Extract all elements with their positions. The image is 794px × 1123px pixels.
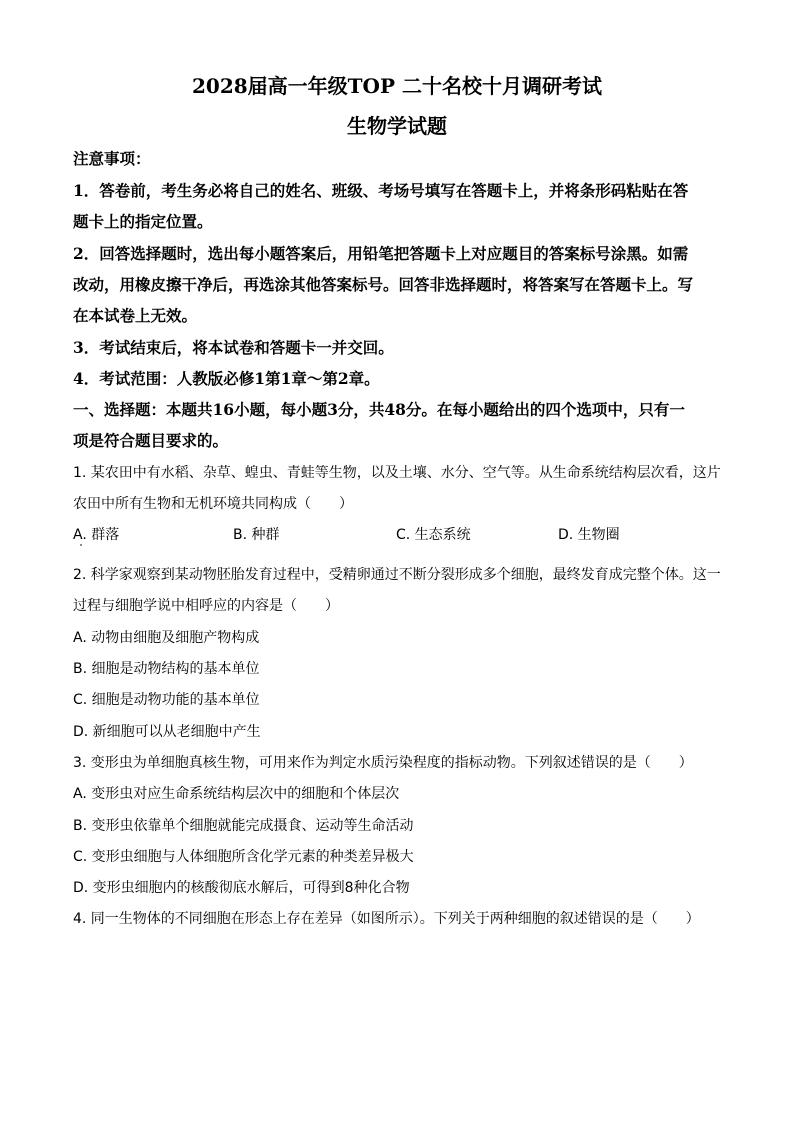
question-3-stem: 3. 变形虫为单细胞真核生物，可用来作为判定水质污染程度的指标动物。下列叙述错误的是（ ） [73,755,693,771]
question-1-options [73,524,723,546]
note-4: 4．考试范围：人教版必修1第1章～第2章。 [73,369,380,388]
question-1-stem-line-2: 农田中所有生物和无机环境共同构成（ ） [73,496,353,512]
question-1-stem-line-1: 1. 某农田中有水稻、杂草、蝗虫、青蛙等生物，以及土壤、水分、空气等。从生命系统结构层次看，这片 [73,465,721,481]
notes-heading: 注意事项： [73,149,151,168]
section-heading-line-1: 一、选择题：本题共16小题，每小题3分，共48分。在每小题给出的四个选项中，只有一 [73,400,685,419]
question-3-option-c[interactable]: C. 变形虫细胞与人体细胞所含化学元素的种类差异极大 [73,849,414,865]
question-4-stem: 4. 同一生物体的不同细胞在形态上存在差异（如图所示）。下列关于两种细胞的叙述错误的是（ ） [73,911,700,927]
question-1-option-a[interactable]: A. 群落 [73,527,120,543]
question-1-option-c[interactable]: C. 生态系统 [396,527,471,543]
note-3: 3．考试结束后，将本试卷和答题卡一并交回。 [73,338,394,357]
exam-title: 2028届高一年级TOP 二十名校十月调研考试 [192,74,602,98]
question-3-option-d[interactable]: D. 变形虫细胞内的核酸彻底水解后，可得到8种化合物 [73,880,410,896]
question-2-option-a[interactable]: A. 动物由细胞及细胞产物构成 [73,630,260,646]
question-2-option-c[interactable]: C. 细胞是动物功能的基本单位 [73,692,260,708]
question-1-option-b[interactable]: B. 种群 [233,527,280,543]
question-2-stem-line-2: 过程与细胞学说中相呼应的内容是（ ） [73,598,339,614]
question-3-option-a[interactable]: A. 变形虫对应生命系统结构层次中的细胞和个体层次 [73,786,400,802]
note-2-line-2: 改动，用橡皮擦干净后，再选涂其他答案标号。回答非选择题时，将答案写在答题卡上。写 [73,275,694,294]
question-3-option-b[interactable]: B. 变形虫依靠单个细胞就能完成摄食、运动等生命活动 [73,818,414,834]
question-1-option-d[interactable]: D. 生物圈 [558,527,620,543]
note-1-line-2: 题卡上的指定位置。 [73,212,213,231]
note-1-line-1: 1．答卷前，考生务必将自己的姓名、班级、考场号填写在答题卡上，并将条形码粘贴在答 [73,181,689,200]
question-2-stem-line-1: 2. 科学家观察到某动物胚胎发育过程中，受精卵通过不断分裂形成多个细胞，最终发育成完整个体。这一 [73,567,721,583]
question-2-option-b[interactable]: B. 细胞是动物结构的基本单位 [73,661,260,677]
stray-dot [80,544,82,546]
exam-subtitle: 生物学试题 [347,114,447,138]
note-2-line-3: 在本试卷上无效。 [73,306,198,325]
section-heading-line-2: 项是符合题目要求的。 [73,431,229,450]
question-2-option-d[interactable]: D. 新细胞可以从老细胞中产生 [73,724,261,740]
note-2-line-1: 2．回答选择题时，选出每小题答案后，用铅笔把答题卡上对应题目的答案标号涂黑。如需 [73,244,689,263]
